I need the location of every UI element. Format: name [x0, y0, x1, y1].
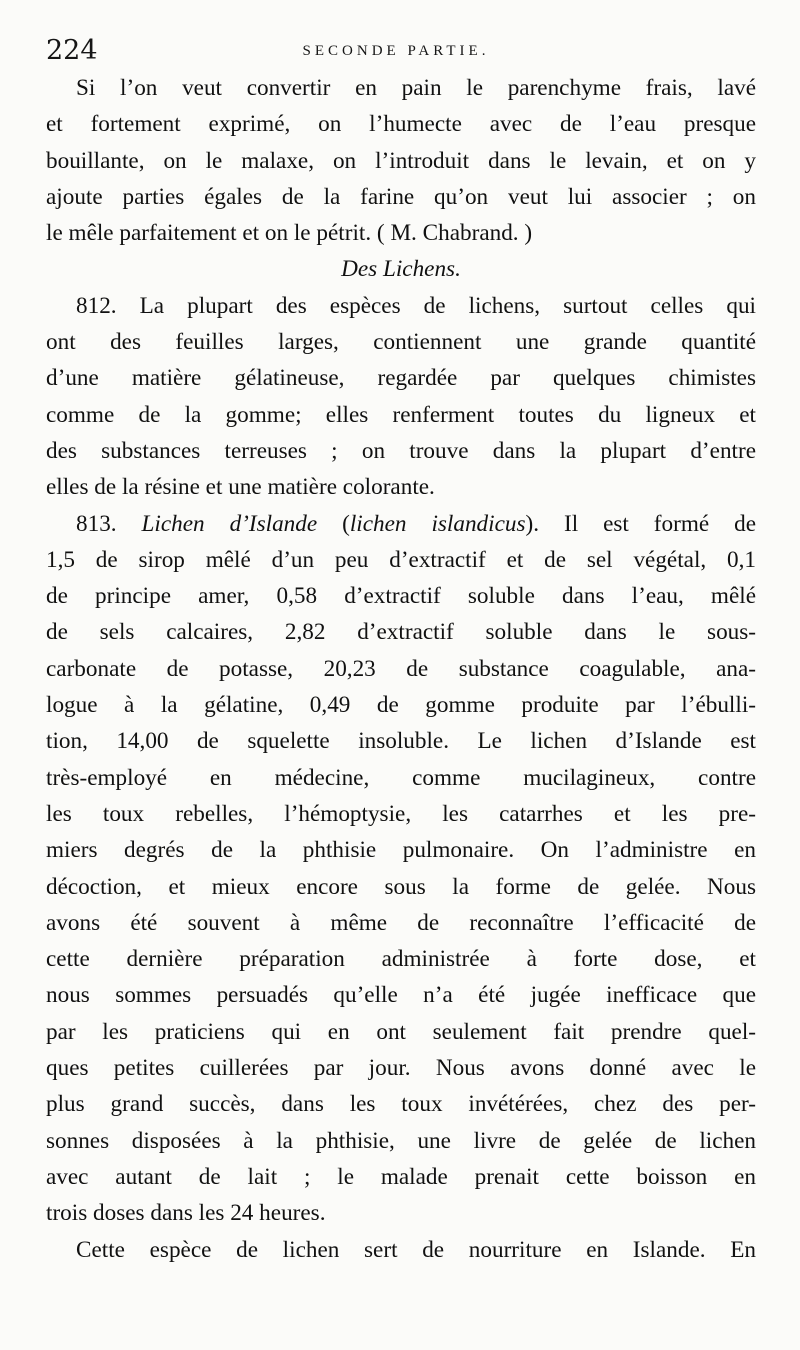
text-line: plus grand succès, dans les toux invétérées, chez des per- — [46, 1091, 756, 1118]
text-line: d’une matière gélatineuse, regardée par quelques chimistes — [46, 365, 756, 392]
text-line: carbonate de potasse, 20,23 de substance coagulable, ana- — [46, 655, 756, 682]
text-line: logue à la gélatine, 0,49 de gomme produite par l’ébulli- — [46, 692, 756, 719]
italic-segment: Lichen d’Islande — [141, 510, 318, 537]
text-line: sonnes disposées à la phthisie, une livre de gelée de lichen — [46, 1127, 756, 1154]
text-line: décoction, et mieux encore sous la forme de gelée. Nous — [46, 873, 756, 900]
text-line: avec autant de lait ; le malade prenait cette boisson en — [46, 1163, 756, 1190]
text-line: comme de la gomme; elles renferment toutes du ligneux et — [46, 401, 756, 428]
text-segment: ). Il est formé de — [525, 510, 756, 537]
section-heading: Des Lichens. — [341, 256, 461, 283]
text-line: les toux rebelles, l’hémoptysie, les catarrhes et les pre- — [46, 800, 756, 827]
text-line: 1,5 de sirop mêlé d’un peu d’extractif et de sel végétal, 0,1 — [46, 546, 756, 573]
text-line: par les praticiens qui en ont seulement fait prendre quel- — [46, 1018, 756, 1045]
text-line: avons été souvent à même de reconnaître l’efficacité de — [46, 909, 756, 936]
text-segment: ( — [317, 510, 350, 537]
page-header — [46, 34, 746, 68]
text-line — [46, 506, 756, 542]
page-number: 224 — [46, 35, 98, 66]
text-line: ques petites cuillerées par jour. Nous avons donné avec le — [46, 1055, 756, 1082]
text-line: de sels calcaires, 2,82 d’extractif soluble dans le sous- — [46, 619, 756, 646]
text-line: de principe amer, 0,58 d’extractif soluble dans l’eau, mêlé — [46, 583, 756, 610]
text-line: très-employé en médecine, comme mucilagineux, contre — [46, 764, 756, 791]
text-line: des substances terreuses ; on trouve dans la plupart d’entre — [46, 437, 756, 464]
running-head: SECONDE PARTIE. — [302, 43, 490, 59]
text-line: Si l’on veut convertir en pain le parenchyme frais, lavé — [76, 75, 756, 101]
text-line: bouillante, on le malaxe, on l’introduit dans le levain, et on y — [46, 147, 756, 174]
text-line: nous sommes persuadés qu’elle n’a été jugée inefficace que — [46, 982, 756, 1009]
text-line: trois doses dans les 24 heures. — [46, 1200, 326, 1227]
text-line: elles de la résine et une matière colorante. — [46, 474, 435, 501]
text-line: et fortement exprimé, on l’humecte avec de l’eau presque — [46, 111, 756, 138]
text-line: ajoute parties égales de la farine qu’on veut lui associer ; on — [46, 183, 756, 210]
text-line: le mêle parfaitement et on le pétrit. ( M. Chabrand. ) — [46, 220, 533, 247]
text-line: ont des feuilles larges, contiennent une grande quantité — [46, 329, 756, 356]
text-line: tion, 14,00 de squelette insoluble. Le lichen d’Islande est — [46, 728, 756, 755]
text-line: 812. La plupart des espèces de lichens, surtout celles qui — [76, 292, 756, 319]
text-line: miers degrés de la phthisie pulmonaire. On l’administre en — [46, 837, 756, 864]
text-line: Cette espèce de lichen sert de nourriture en Islande. En — [76, 1236, 756, 1263]
text-line: cette dernière préparation administrée à forte dose, et — [46, 946, 756, 973]
text-segment: 813. — [76, 510, 142, 537]
body-text — [46, 70, 756, 1268]
italic-segment: lichen islandicus — [349, 510, 526, 537]
